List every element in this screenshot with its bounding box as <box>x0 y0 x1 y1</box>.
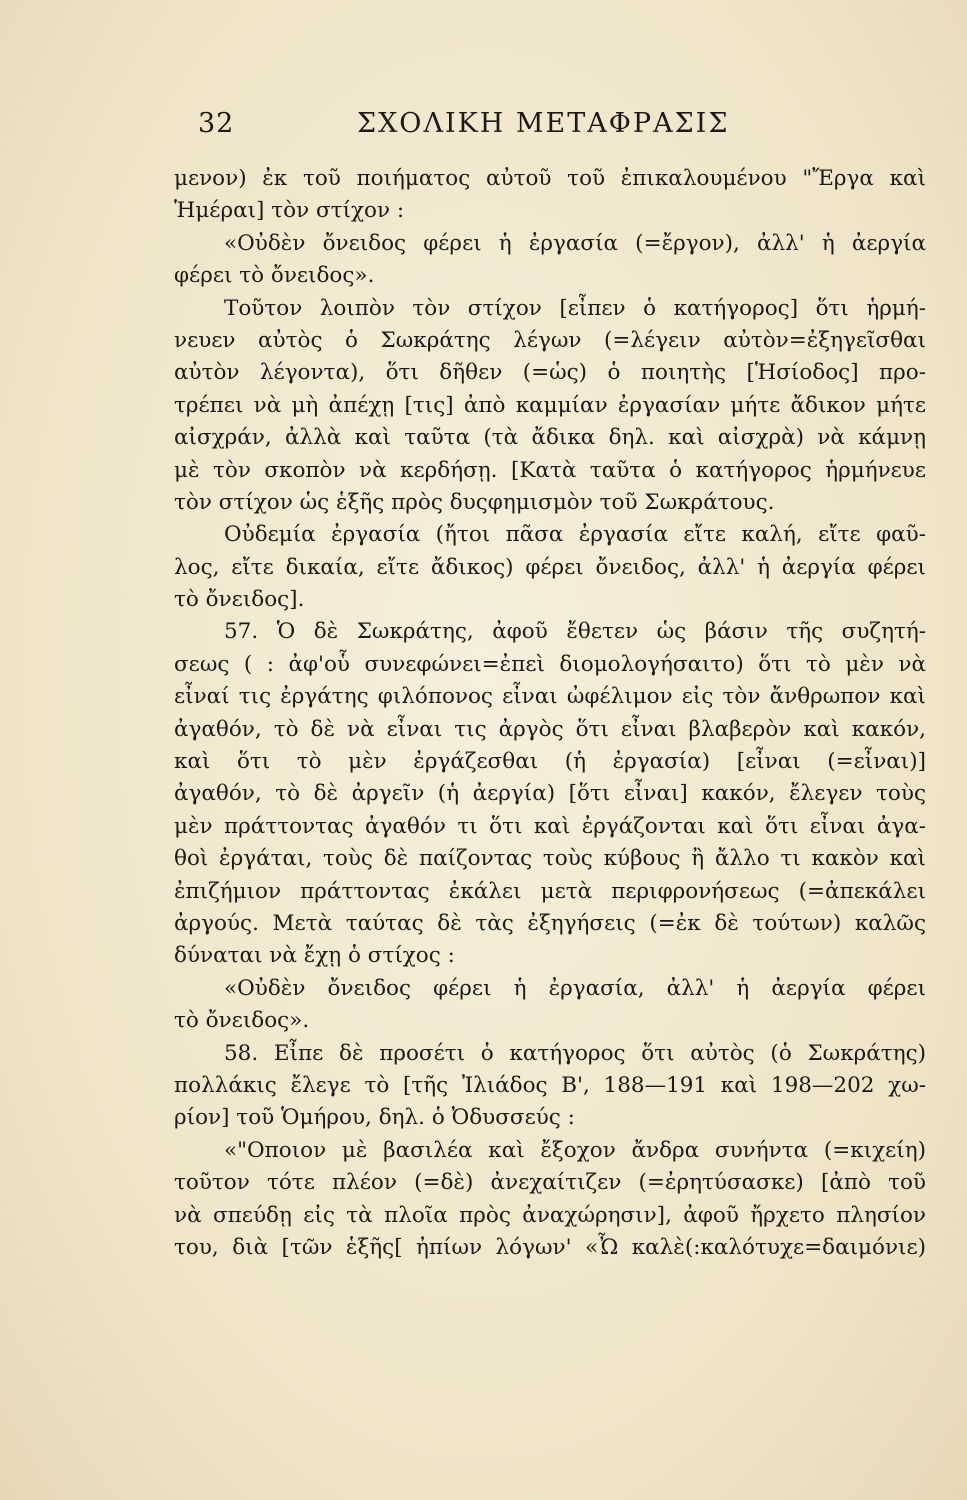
text-line: πολλάκις ἔλεγε τὸ [τῆς Ἰλιάδος Β', 188—191 καὶ 198—202 χω- <box>174 1072 926 1098</box>
text-line: Οὐδεμία ἐργασία (ἤτοι πᾶσα ἐργασία εἴτε καλή, εἴτε φαῦ- <box>224 522 926 548</box>
text-line: Ἡμέραι] τὸν στίχον : <box>174 198 405 224</box>
text-line: μὲ τὸν σκοπὸν νὰ κερδήσῃ. [Κατὰ ταῦτα ὁ κατήγορος ἡρμήνευε <box>174 457 926 483</box>
text-line: εἶναί τις ἐργάτης φιλόπονος εἶναι ὠφέλιμον εἰς τὸν ἄνθρωπον καὶ <box>174 684 926 710</box>
text-line: νευεν αὐτὸς ὁ Σωκράτης λέγων (=λέγειν αὐτὸν=ἐξηγεῖσθαι <box>174 327 926 353</box>
text-line: θοὶ ἐργάται, τοὺς δὲ παίζοντας τοὺς κύβους ἢ ἄλλο τι κακὸν καὶ <box>174 846 926 872</box>
text-line: δύναται νὰ ἔχῃ ὁ στίχος : <box>174 943 455 969</box>
page-number: 32 <box>198 108 235 139</box>
text-line: σεως ( : ἀφ'οὗ συνεφώνει=ἐπεὶ διομολογήσαιτο) ὅτι τὸ μὲν νὰ <box>174 651 926 677</box>
text-line: αἰσχράν, ἀλλὰ καὶ ταῦτα (τὰ ἄδικα δηλ. καὶ αἰσχρὰ) νὰ κάμνῃ <box>174 425 926 451</box>
text-line: μενον) ἐκ τοῦ ποιήματος αὐτοῦ τοῦ ἐπικαλουμένου "Ἔργα καὶ <box>174 166 926 191</box>
text-line: τοῦτον τότε πλέον (=δὲ) ἀνεχαίτιζεν (=ἐρητύσασκε) [ἀπὸ τοῦ <box>174 1170 926 1196</box>
text-line: καὶ ὅτι τὸ μὲν ἐργάζεσθαι (ἡ ἐργασία) [εἶναι (=εἶναι)] <box>174 749 926 775</box>
text-line: «Οὐδὲν ὄνειδος φέρει ἡ ἐργασία, ἀλλ' ἡ ἀεργία φέρει <box>224 975 926 1001</box>
text-line: ρίον] τοῦ Ὁμήρου, δηλ. ὁ Ὀδυσσεύς : <box>174 1105 575 1131</box>
text-line: τὸ ὄνειδος]. <box>174 587 305 613</box>
text-line: 58. Εἶπε δὲ προσέτι ὁ κατήγορος ὅτι αὐτὸς (ὁ Σωκράτης) <box>224 1040 926 1066</box>
text-line: 57. Ὁ δὲ Σωκράτης, ἀφοῦ ἔθετεν ὡς βάσιν τῆς συζητή- <box>224 619 926 645</box>
text-line: ἐπιζήμιον πράττοντας ἐκάλει μετὰ περιφρονήσεως (=ἀπεκάλει <box>174 878 926 904</box>
text-line: «Οὐδὲν ὄνειδος φέρει ἡ ἐργασία (=ἔργον), ἀλλ' ἡ ἀεργία <box>224 230 926 256</box>
page-header <box>0 108 967 148</box>
text-line: τὸ ὄνειδος». <box>174 1008 310 1034</box>
text-line: λος, εἴτε δικαία, εἴτε ἄδικος) φέρει ὄνειδος, ἀλλ' ἡ ἀεργία φέρει <box>174 554 926 580</box>
text-line: ἀργούς. Μετὰ ταύτας δὲ τὰς ἐξηγήσεις (=ἐκ δὲ τούτων) καλῶς <box>174 910 926 936</box>
text-line: φέρει τὸ ὄνειδος». <box>174 263 375 289</box>
text-line: ἀγαθόν, τὸ δὲ ἀργεῖν (ἡ ἀεργία) [ὅτι εἶναι] κακόν, ἔλεγεν τοὺς <box>174 781 926 807</box>
text-line: μὲν πράττοντας ἀγαθόν τι ὅτι καὶ ἐργάζονται καὶ ὅτι εἶναι ἀγα- <box>174 813 926 839</box>
text-line: του, διὰ [τῶν ἑξῆς[ ἠπίων λόγων' «Ὦ καλὲ(:καλότυχε=δαιμόνιε) <box>174 1234 926 1260</box>
running-title: ΣΧΟΛΙΚΗ ΜΕΤΑΦΡΑΣΙΣ <box>357 108 730 139</box>
text-line: «"Οποιον μὲ βασιλέα καὶ ἔξοχον ἄνδρα συνήντα (=κιχείη) <box>224 1137 926 1163</box>
body-text <box>174 163 926 1264</box>
text-line: νὰ σπεύδῃ εἰς τὰ πλοῖα πρὸς ἀναχώρησιν], ἀφοῦ ἤρχετο πλησίον <box>174 1202 926 1228</box>
text-line: τρέπει νὰ μὴ ἀπέχῃ [τις] ἀπὸ καμμίαν ἐργασίαν μήτε ἄδικον μήτε <box>174 392 926 418</box>
text-line: αὐτὸν λέγοντα), ὅτι δῆθεν (=ὡς) ὁ ποιητὴς [Ἡσίοδος] προ- <box>174 360 926 386</box>
text-line: Τοῦτον λοιπὸν τὸν στίχον [εἶπεν ὁ κατήγορος] ὅτι ἡρμή- <box>224 295 926 321</box>
text-line: τὸν στίχον ὡς ἑξῆς πρὸς δυςφημισμὸν τοῦ Σωκράτους. <box>174 489 775 515</box>
text-line: ἀγαθόν, τὸ δὲ νὰ εἶναι τις ἀργὸς ὅτι εἶναι βλαβερὸν καὶ κακόν, <box>174 716 926 742</box>
